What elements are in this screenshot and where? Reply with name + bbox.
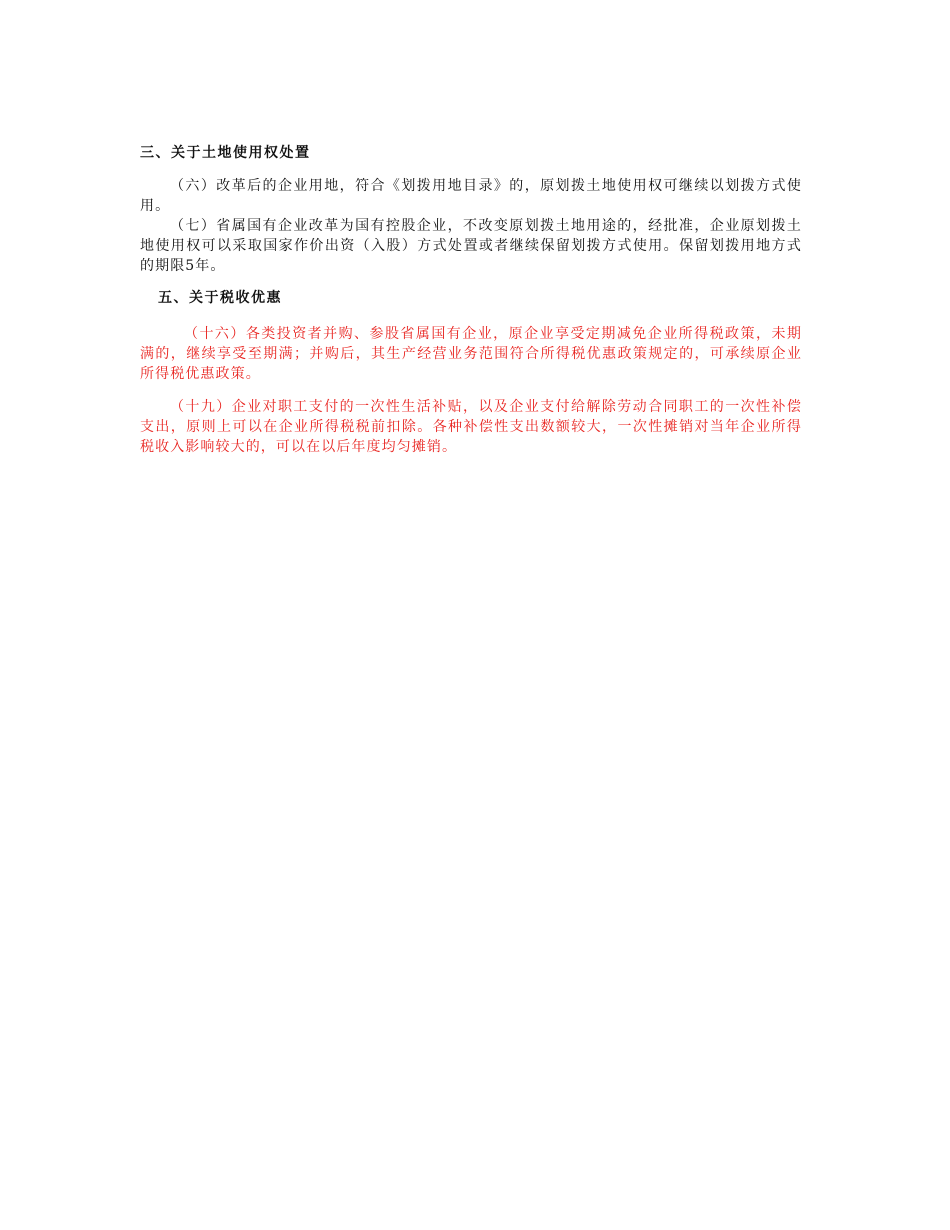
paragraph-item-7: （七）省属国有企业改革为国有控股企业，不改变原划拨土地用途的，经批准，企业原划拨土地使用权可以采取国家作价出资（入股）方式处置或者继续保留划拨方式使用。保留划拨用地方式的期限5年。 (140, 218, 802, 274)
spacer (140, 163, 802, 176)
section-heading-tax-incentives: 五、关于税收优惠 (158, 290, 282, 306)
paragraph-item-19: （十九）企业对职工支付的一次性生活补贴，以及企业支付给解除劳动合同职工的一次性补偿支出，原则上可以在企业所得税税前扣除。各种补偿性支出数额较大，一次性摊销对当年企业所得税收入影响较大的，可以在以后年度均匀摊销。 (140, 399, 802, 455)
spacer (140, 276, 802, 288)
spacer (140, 384, 802, 397)
paragraph-item-16: （十六）各类投资者并购、参股省属国有企业，原企业享受定期减免企业所得税政策，未期满的，继续享受至期满；并购后，其生产经营业务范围符合所得税优惠政策规定的，可承续原企业所得税优惠政策。 (140, 326, 802, 382)
document-body (140, 143, 802, 457)
spacer (140, 308, 802, 324)
paragraph-item-6: （六）改革后的企业用地，符合《划拨用地目录》的，原划拨土地使用权可继续以划拨方式使用。 (140, 178, 802, 214)
section-heading-land-use: 三、关于土地使用权处置 (140, 145, 311, 161)
